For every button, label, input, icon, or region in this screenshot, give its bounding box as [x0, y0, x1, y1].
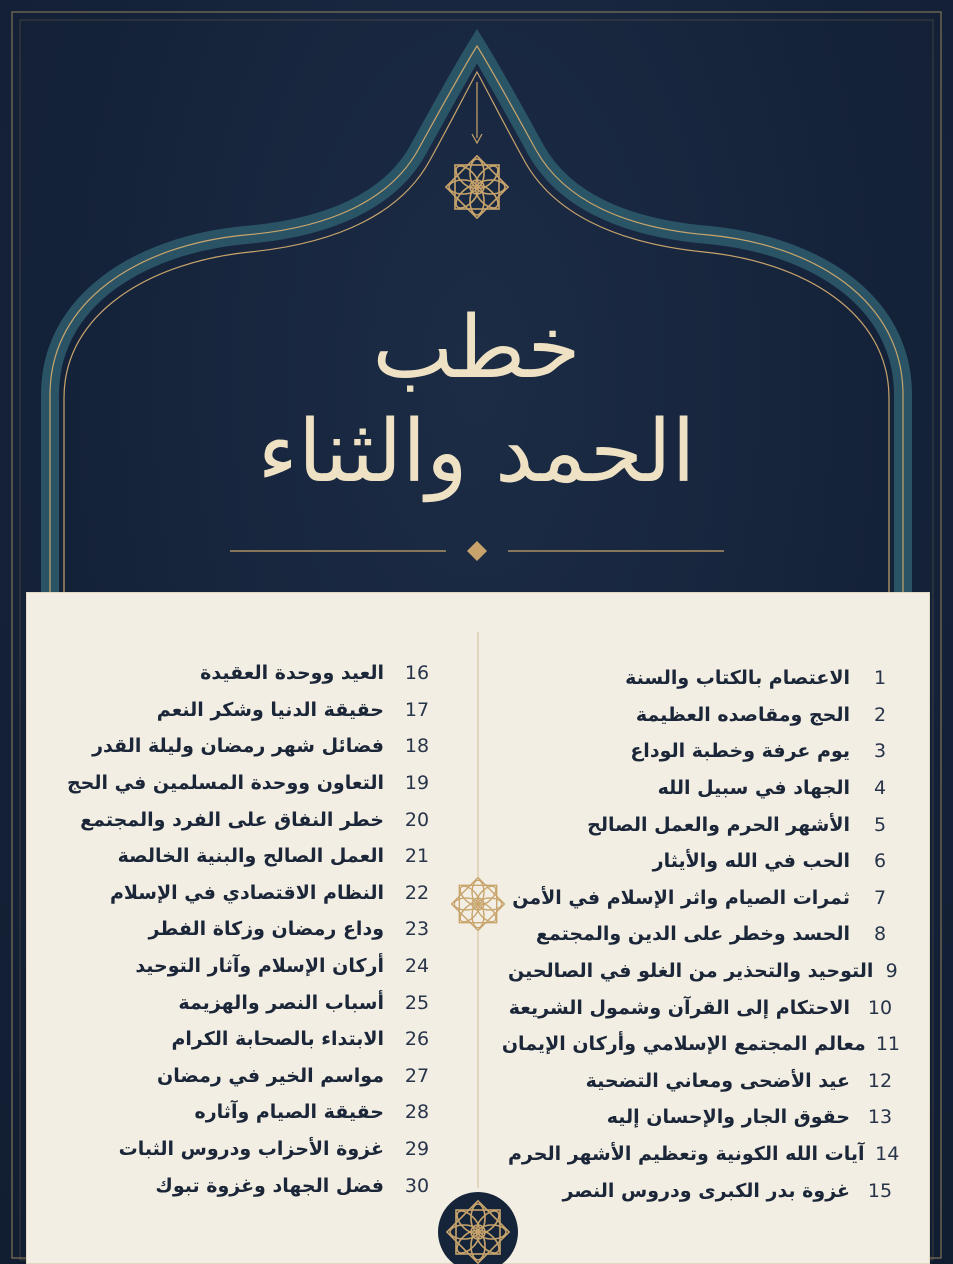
item-number: 1: [873, 667, 887, 690]
list-item: [508, 697, 900, 734]
item-title: التعاون ووحدة المسلمين في الحج: [66, 772, 384, 795]
item-number: 24: [404, 955, 430, 978]
item-title: حقوق الجار والإحسان إليه: [606, 1106, 850, 1129]
item-title: حقيقة الصيام وآثاره: [194, 1101, 384, 1124]
item-title: النظام الاقتصادي في الإسلام: [109, 881, 384, 904]
item-title: غزوة الأحزاب ودروس الثبات: [118, 1138, 384, 1161]
list-item: [60, 875, 440, 912]
item-number: 26: [404, 1028, 430, 1051]
list-item: [508, 770, 900, 807]
list-item: [508, 989, 900, 1026]
item-title: العيد ووحدة العقيدة: [200, 662, 384, 685]
list-item: [60, 1131, 440, 1168]
item-title: آيات الله الكونية وتعظيم الأشهر الحرم: [508, 1143, 865, 1166]
contents-list-right: [501, 660, 900, 1209]
item-number: 14: [875, 1143, 900, 1166]
item-title: أسباب النصر والهزيمة: [178, 991, 384, 1014]
list-item: [60, 1167, 440, 1204]
list-item: [60, 948, 440, 985]
item-title: الحج ومقاصده العظيمة: [635, 703, 850, 726]
list-item: [60, 655, 440, 692]
list-item: [508, 1136, 900, 1173]
item-number: 11: [875, 1033, 900, 1056]
item-number: 2: [873, 703, 887, 726]
item-title: الاحتكام إلى القرآن وشمول الشريعة: [508, 996, 850, 1019]
list-item: [501, 1026, 900, 1063]
item-number: 21: [404, 845, 430, 868]
item-number: 6: [873, 850, 887, 873]
item-number: 25: [404, 991, 430, 1014]
item-title: الحسد وخطر على الدين والمجتمع: [535, 923, 850, 946]
list-item: [60, 801, 440, 838]
item-title: العمل الصالح والبنية الخالصة: [117, 845, 384, 868]
list-item: [60, 728, 440, 765]
list-item: [508, 880, 900, 917]
item-number: 13: [867, 1106, 893, 1129]
item-title: فضائل شهر رمضان وليلة القدر: [92, 735, 384, 758]
item-title: الاعتصام بالكتاب والسنة: [625, 667, 850, 690]
list-item: [508, 916, 900, 953]
item-number: 16: [404, 662, 430, 685]
item-title: مواسم الخير في رمضان: [157, 1064, 384, 1087]
item-number: 12: [867, 1069, 893, 1092]
list-item: [60, 1058, 440, 1095]
list-item: [508, 843, 900, 880]
item-number: 4: [873, 777, 887, 800]
item-title: الحب في الله والأيثار: [652, 850, 850, 873]
item-title: التوحيد والتحذير من الغلو في الصالحين: [508, 960, 874, 983]
page-subtitle: الحمد والثناء: [257, 402, 696, 502]
list-item: [60, 1021, 440, 1058]
item-title: غزوة بدر الكبرى ودروس النصر: [562, 1179, 850, 1202]
item-title: معالم المجتمع الإسلامي وأركان الإيمان: [501, 1033, 866, 1056]
list-item: [508, 733, 900, 770]
list-item: [508, 806, 900, 843]
item-number: 9: [885, 960, 898, 983]
item-number: 22: [404, 881, 430, 904]
list-item: [508, 1099, 900, 1136]
item-title: حقيقة الدنيا وشكر النعم: [156, 698, 384, 721]
item-number: 18: [404, 735, 430, 758]
item-number: 17: [404, 698, 430, 721]
item-title: خطر النفاق على الفرد والمجتمع: [80, 808, 384, 831]
list-item: [60, 984, 440, 1021]
item-number: 28: [404, 1101, 430, 1124]
rosette-icon: [452, 878, 505, 931]
item-title: يوم عرفة وخطبة الوداع: [630, 740, 850, 763]
page-title: خطب: [372, 298, 581, 398]
item-number: 15: [867, 1179, 893, 1202]
item-title: الجهاد في سبيل الله: [657, 777, 850, 800]
list-item: [60, 838, 440, 875]
list-item: [60, 1094, 440, 1131]
rosette-icon: [438, 1192, 518, 1264]
item-title: عيد الأضحى ومعاني التضحية: [585, 1069, 850, 1092]
item-number: 27: [404, 1064, 430, 1087]
list-item: [60, 911, 440, 948]
item-title: فضل الجهاد وغزوة تبوك: [155, 1174, 384, 1197]
item-number: 29: [404, 1138, 430, 1161]
item-number: 7: [873, 886, 887, 909]
item-title: ثمرات الصيام واثر الإسلام في الأمن: [512, 886, 850, 909]
item-number: 19: [404, 772, 430, 795]
item-number: 8: [873, 923, 887, 946]
contents-list-left: [60, 655, 440, 1204]
item-number: 5: [873, 813, 887, 836]
list-item: [60, 692, 440, 729]
list-item: [508, 953, 900, 990]
list-item: [508, 660, 900, 697]
item-title: وداع رمضان وزكاة الفطر: [148, 918, 384, 941]
item-number: 23: [404, 918, 430, 941]
item-title: الأشهر الحرم والعمل الصالح: [587, 813, 850, 836]
list-item: [508, 1063, 900, 1100]
item-number: 30: [404, 1174, 430, 1197]
item-title: أركان الإسلام وآثار التوحيد: [135, 955, 384, 978]
item-number: 20: [404, 808, 430, 831]
item-number: 3: [873, 740, 887, 763]
list-item: [508, 1172, 900, 1209]
list-item: [60, 765, 440, 802]
item-title: الابتداء بالصحابة الكرام: [171, 1028, 384, 1051]
item-number: 10: [867, 996, 893, 1019]
